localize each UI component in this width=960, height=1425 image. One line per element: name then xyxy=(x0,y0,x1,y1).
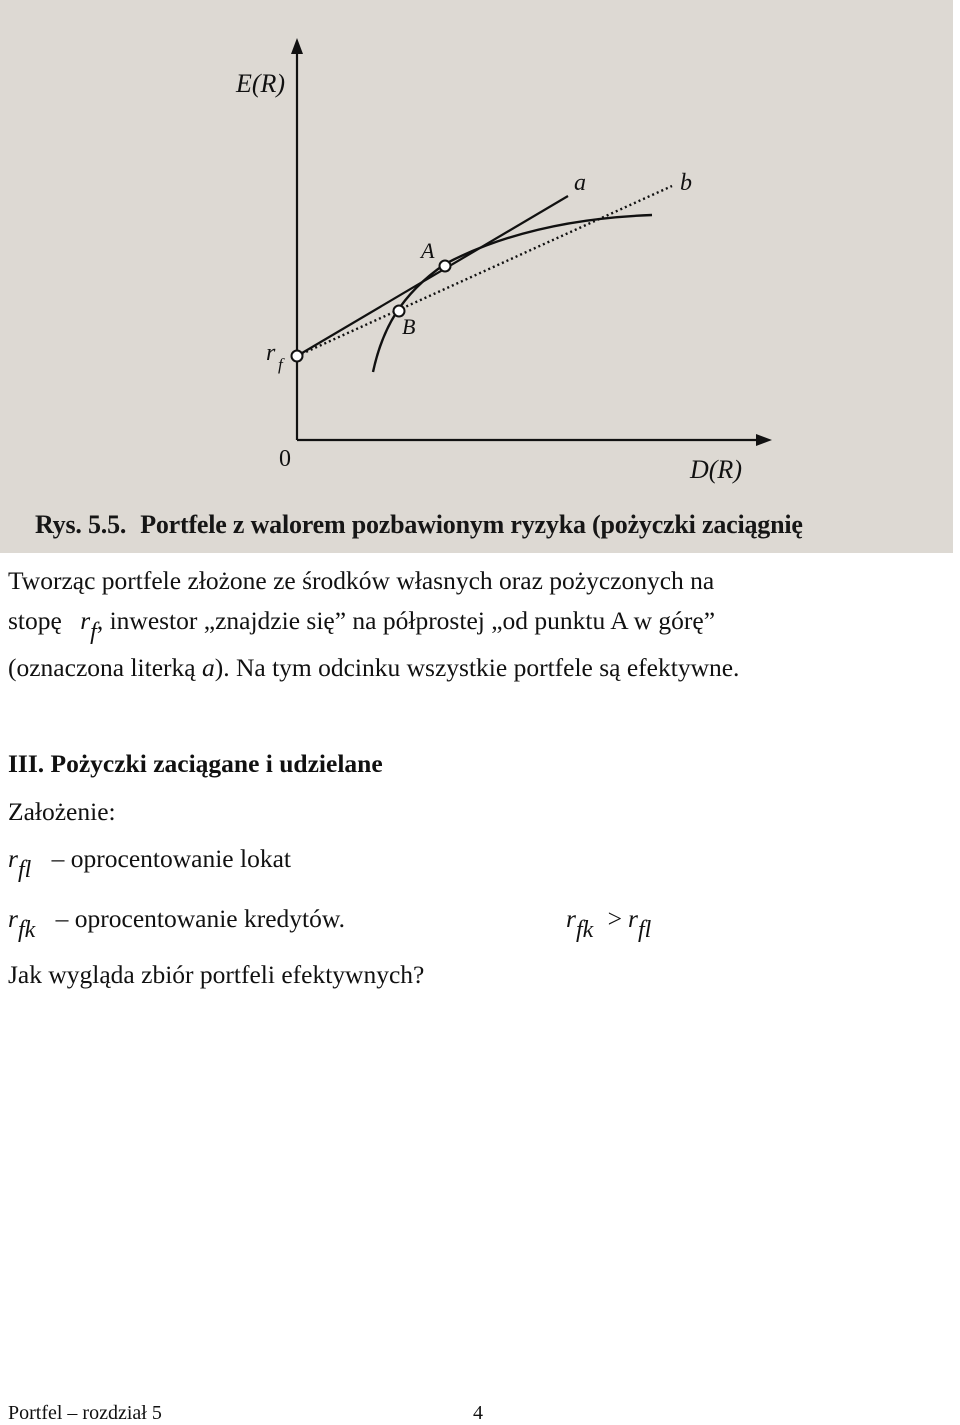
rf-symbol: r xyxy=(80,606,91,635)
rfk-description: – oprocentowanie kredytów. xyxy=(55,904,346,933)
frontier-curve xyxy=(373,215,652,372)
question: Jak wygląda zbiór portfeli efektywnych? xyxy=(8,960,425,989)
ineq-symbol-1: r xyxy=(566,904,576,933)
y-axis-arrow xyxy=(291,38,303,54)
point-rf xyxy=(292,351,303,362)
efficient-frontier-diagram xyxy=(0,0,953,553)
paragraph-line-1: Tworząc portfele złożone ze środków własnych oraz pożyczonych na xyxy=(8,566,715,595)
paragraph-line-3 xyxy=(8,655,739,681)
ineq-subscript-1: fk xyxy=(575,917,594,943)
line2-suffix: , inwestor „znajdzie się” na półprostej „od punktu A w górę” xyxy=(96,606,716,635)
point-b-label: B xyxy=(402,314,416,339)
rate-inequality xyxy=(566,904,652,943)
rfk-subscript: fk xyxy=(17,917,36,943)
figure xyxy=(0,0,953,553)
line2-prefix: stopę xyxy=(8,606,62,635)
line-a xyxy=(297,196,568,356)
ineq-operator: > xyxy=(607,904,623,933)
figure-caption xyxy=(35,510,803,540)
line-b-label: b xyxy=(680,170,692,196)
line-b xyxy=(297,186,672,356)
line-a-label: a xyxy=(574,170,586,196)
ineq-subscript-2: fl xyxy=(637,917,652,943)
rfl-subscript: fl xyxy=(17,857,32,883)
origin-label: 0 xyxy=(279,446,291,472)
y-axis-label: E(R) xyxy=(236,69,286,98)
rfk-symbol: r xyxy=(8,904,18,933)
line3-suffix: ). Na tym odcinku wszystkie portfele są efektywne. xyxy=(214,653,740,682)
point-a xyxy=(440,261,451,272)
rf-label: r xyxy=(266,340,276,366)
ineq-symbol-2: r xyxy=(628,904,638,933)
x-axis-label: D(R) xyxy=(690,455,742,484)
footer-title: Portfel – rozdział 5 xyxy=(8,1402,162,1424)
point-a-label: A xyxy=(421,238,435,263)
rfk-definition xyxy=(8,904,346,943)
rf-label-sub: f xyxy=(278,355,283,374)
section-heading: III. Pożyczki zaciągane i udzielane xyxy=(8,749,383,778)
rf-subscript: f xyxy=(90,619,97,645)
x-axis-arrow xyxy=(756,434,772,446)
assumption-label: Założenie: xyxy=(8,797,116,826)
line3-prefix: (oznaczona literką xyxy=(8,653,196,682)
rfl-description: – oprocentowanie lokat xyxy=(51,844,291,873)
paragraph-line-2 xyxy=(8,606,716,645)
caption-text: Portfele z walorem pozbawionym ryzyka (pożyczki zaciągnię xyxy=(140,510,803,539)
rfl-definition xyxy=(8,844,291,883)
a-symbol: a xyxy=(201,653,215,682)
caption-number: Rys. 5.5. xyxy=(35,510,127,539)
page-number: 4 xyxy=(473,1402,483,1424)
rfl-symbol: r xyxy=(8,844,18,873)
